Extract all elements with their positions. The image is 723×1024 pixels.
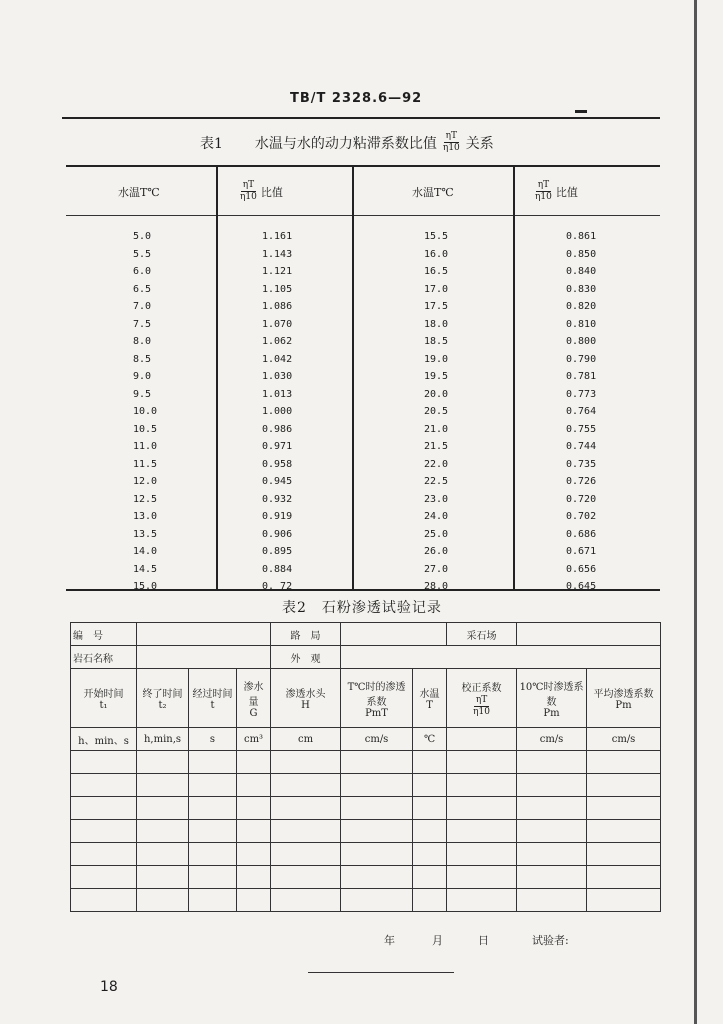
table1-top-rule [66,165,660,167]
unit-cell: cm/s [517,728,587,751]
col-coef-t: T℃时的渗透系数 PmT [341,669,413,728]
empty-cell [189,889,237,912]
empty-cell [517,774,587,797]
empty-cell [189,866,237,889]
table-row [71,751,661,774]
table-cell: 0.945 [262,476,293,487]
table-cell: 17.0 [424,283,449,295]
empty-cell [137,820,189,843]
table-cell: 0.850 [566,248,597,260]
t2-row-number [71,623,661,646]
number-field [137,623,271,646]
table-cell: 12.0 [133,476,158,487]
label-quarry: 采石场 [447,623,517,646]
empty-cell [137,889,189,912]
quarry-field [517,623,661,646]
col-water: 渗水量 G [237,669,271,728]
table-cell: 5.0 [133,231,152,242]
table-cell: 19.0 [424,353,449,365]
table-cell: 28.0 [424,581,449,592]
empty-cell [587,774,661,797]
footer-tester: 试验者: [532,934,569,947]
t2-empty-rows [71,751,661,912]
footer-day: 日 [478,934,489,947]
table-cell: 24.0 [424,511,449,522]
empty-cell [447,751,517,774]
table-cell: 0.800 [566,336,597,347]
table1-number: 表1 [200,135,223,152]
empty-cell [271,866,341,889]
table-cell: 13.0 [133,511,158,522]
table-cell: 0.830 [566,283,597,295]
table-cell: 0.686 [566,528,597,540]
empty-cell [137,843,189,866]
t2-row-rock [71,646,661,669]
table-row [71,889,661,912]
table-cell: 0.895 [262,546,293,557]
empty-cell [447,774,517,797]
table-cell: 15.5 [424,231,449,242]
empty-cell [341,866,413,889]
table-cell: 8.0 [133,336,152,347]
table-cell: 10.5 [133,423,158,435]
unit-cell: cm³ [237,728,271,751]
col-temp: 水温 T [413,669,447,728]
empty-cell [237,797,271,820]
table-row [71,866,661,889]
table-cell: 21.0 [424,423,449,435]
empty-cell [517,866,587,889]
unit-cell: cm/s [341,728,413,751]
empty-cell [517,751,587,774]
road-field [341,623,447,646]
footer-year: 年 [384,934,395,947]
table-cell: 0.861 [566,231,597,242]
unit-cell: h、min、s [71,728,137,751]
unit-cell: s [189,728,237,751]
empty-cell [341,843,413,866]
table-cell: 14.0 [133,546,158,557]
empty-cell [71,797,137,820]
empty-cell [517,820,587,843]
table-cell: 0.810 [566,318,597,330]
table1-title-suffix: 关系 [465,135,494,152]
unit-cell: cm [271,728,341,751]
empty-cell [237,820,271,843]
empty-cell [447,866,517,889]
ratio-fraction: $\frac{\eta T}{\eta 10}$ [442,131,460,153]
empty-cell [71,889,137,912]
table-cell: 0. 72 [262,581,293,592]
t1-header-temp-left: 水温T℃ [118,186,160,199]
table-cell: 0.671 [566,546,597,557]
col-ratio-right [566,228,596,596]
empty-cell [587,889,661,912]
table-cell: 21.5 [424,441,449,452]
col-start: 开始时间 t₁ [71,669,137,728]
empty-cell [271,774,341,797]
empty-cell [71,774,137,797]
table-cell: 0.744 [566,441,597,452]
t2-units-row [71,728,661,751]
empty-cell [271,843,341,866]
col-elapsed: 经过时间 t [189,669,237,728]
empty-cell [137,751,189,774]
empty-cell [341,797,413,820]
table-cell: 6.0 [133,266,152,277]
table-cell: 20.5 [424,406,449,417]
empty-cell [447,889,517,912]
table1-title [200,131,494,154]
table-cell: 1.121 [262,266,293,277]
table-cell: 16.5 [424,266,449,277]
empty-cell [71,820,137,843]
empty-cell [237,751,271,774]
table-cell: 9.0 [133,371,152,382]
empty-cell [271,797,341,820]
table2-title: 表2 石粉渗透试验记录 [282,600,442,616]
ink-mark [575,110,587,113]
empty-cell [271,751,341,774]
table-cell: 0.781 [566,371,597,382]
table-cell: 1.070 [262,318,293,330]
empty-cell [413,889,447,912]
col-head: 渗透水头 H [271,669,341,728]
table-cell: 18.5 [424,336,449,347]
empty-cell [189,774,237,797]
empty-cell [447,820,517,843]
t1-header-ratio-right: $\frac{\eta T}{\eta 10}$ 比值 [535,180,578,202]
header-rule [62,117,660,119]
table-cell: 0.726 [566,476,597,487]
table-cell: 0.764 [566,406,597,417]
table-cell: 12.5 [133,493,158,505]
empty-cell [341,774,413,797]
empty-cell [413,866,447,889]
t2-header-row [71,669,661,728]
table-cell: 22.5 [424,476,449,487]
empty-cell [587,866,661,889]
unit-cell: ℃ [413,728,447,751]
scan-edge [694,0,697,1024]
table1-divider-3 [513,167,515,589]
empty-cell [137,797,189,820]
table1-divider-1 [216,167,218,589]
empty-cell [587,843,661,866]
table-cell: 0.790 [566,353,597,365]
empty-cell [189,820,237,843]
empty-cell [237,889,271,912]
table-cell: 1.161 [262,231,293,242]
table1-title-text: 水温与水的动力粘滞系数比值 [254,135,437,152]
empty-cell [341,889,413,912]
unit-cell: h,min,s [137,728,189,751]
empty-cell [517,797,587,820]
table-cell: 13.5 [133,528,158,540]
empty-cell [71,751,137,774]
table-cell: 0.919 [262,511,293,522]
table-cell: 0.755 [566,423,597,435]
col-temp-right [424,228,448,596]
table-cell: 0.720 [566,493,597,505]
table-cell: 8.5 [133,353,152,365]
table-cell: 17.5 [424,301,449,312]
col-temp-left [133,228,157,596]
table-cell: 11.0 [133,441,158,452]
empty-cell [587,751,661,774]
table-cell: 15.0 [133,581,158,592]
page-number: 18 [100,979,118,995]
empty-cell [413,774,447,797]
table1-header-rule [66,215,660,216]
label-road: 路 局 [271,623,341,646]
empty-cell [237,866,271,889]
table-cell: 25.0 [424,528,449,540]
empty-cell [517,843,587,866]
table-cell: 26.0 [424,546,449,557]
table-cell: 6.5 [133,283,152,295]
empty-cell [71,843,137,866]
table-cell: 0.702 [566,511,597,522]
empty-cell [271,820,341,843]
unit-cell [447,728,517,751]
empty-cell [447,843,517,866]
col-correction: 校正系数 $\frac{\eta T}{\eta 10}$ [447,669,517,728]
label-appearance: 外 观 [271,646,341,669]
empty-cell [587,820,661,843]
table-cell: 1.062 [262,336,293,347]
unit-cell: cm/s [587,728,661,751]
label-number: 编 号 [71,623,137,646]
col-end: 终了时间 t₂ [137,669,189,728]
table-cell: 19.5 [424,371,449,382]
table-cell: 22.0 [424,458,449,470]
table-cell: 10.0 [133,406,158,417]
empty-cell [587,797,661,820]
table-cell: 0.656 [566,563,597,575]
empty-cell [71,866,137,889]
table-cell: 1.042 [262,353,293,365]
empty-cell [137,866,189,889]
t1-header-temp-right: 水温T℃ [412,186,454,199]
table-cell: 1.143 [262,248,293,260]
t1-header-ratio-left: $\frac{\eta T}{\eta 10}$ 比值 [240,180,283,202]
appearance-field [341,646,661,669]
table-cell: 5.5 [133,248,152,260]
table-cell: 7.5 [133,318,152,330]
table-cell: 16.0 [424,248,449,260]
table-row [71,843,661,866]
table-cell: 0.735 [566,458,597,470]
empty-cell [413,820,447,843]
empty-cell [517,889,587,912]
empty-cell [447,797,517,820]
table-cell: 0.773 [566,388,597,400]
table1-divider-2 [352,167,354,589]
table-cell: 18.0 [424,318,449,330]
empty-cell [413,751,447,774]
label-rock-name: 岩石名称 [71,646,137,669]
empty-cell [271,889,341,912]
table-cell: 23.0 [424,493,449,505]
empty-cell [341,751,413,774]
table-row [71,820,661,843]
table2 [70,622,661,912]
table-cell: 0.971 [262,441,293,452]
table-row [71,797,661,820]
table-cell: 0.884 [262,563,293,575]
empty-cell [189,751,237,774]
table-cell: 0.840 [566,266,597,277]
rock-name-field [137,646,271,669]
footer-rule [308,972,454,973]
table-row [71,774,661,797]
empty-cell [413,843,447,866]
table-cell: 1.013 [262,388,293,400]
table-cell: 0.986 [262,423,293,435]
empty-cell [189,797,237,820]
empty-cell [237,843,271,866]
table-cell: 11.5 [133,458,158,470]
standard-header: TB/T 2328.6—92 [290,91,423,106]
col-ratio-left [262,228,292,596]
table-cell: 0.932 [262,493,293,505]
table-cell: 27.0 [424,563,449,575]
table-cell: 7.0 [133,301,152,312]
table-cell: 0.645 [566,581,597,592]
table-cell: 0.906 [262,528,293,540]
table-cell: 1.000 [262,406,293,417]
table-cell: 1.105 [262,283,293,295]
table-cell: 1.030 [262,371,293,382]
table-cell: 1.086 [262,301,293,312]
footer-month: 月 [432,934,443,947]
table-cell: 14.5 [133,563,158,575]
table-cell: 20.0 [424,388,449,400]
col-coef-10: 10℃时渗透系数 Pm [517,669,587,728]
empty-cell [189,843,237,866]
table-cell: 0.820 [566,301,597,312]
empty-cell [137,774,189,797]
table-cell: 9.5 [133,388,152,400]
empty-cell [237,774,271,797]
empty-cell [341,820,413,843]
table-cell: 0.958 [262,458,293,470]
empty-cell [413,797,447,820]
col-avg: 平均渗透系数 Pm [587,669,661,728]
